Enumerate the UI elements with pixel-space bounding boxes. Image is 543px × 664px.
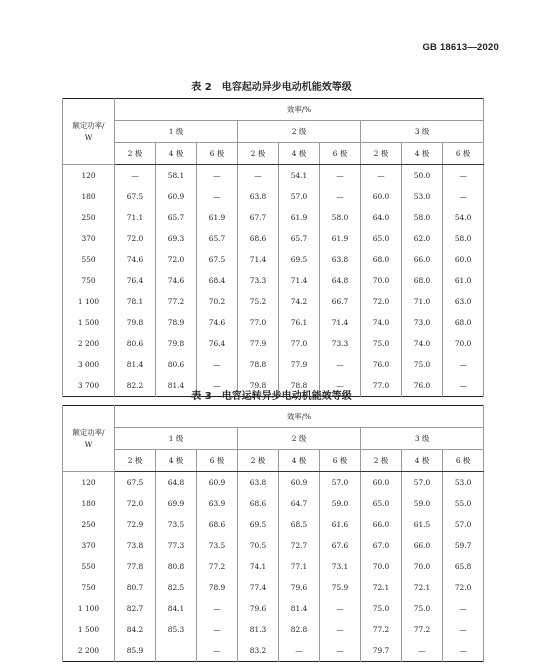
efficiency-cell: 71.1 <box>115 207 156 228</box>
efficiency-cell: 77.0 <box>279 333 320 354</box>
efficiency-cell: — <box>320 186 361 207</box>
pole-header: 4 极 <box>156 143 197 165</box>
efficiency-cell: 58.0 <box>402 207 443 228</box>
efficiency-cell: 82.5 <box>156 577 197 598</box>
efficiency-cell: 61.9 <box>320 228 361 249</box>
efficiency-cell: 65.7 <box>279 228 320 249</box>
table-title-text: 电容运转异步电动机能效等级 <box>221 391 352 402</box>
pole-header: 4 极 <box>402 450 443 472</box>
table-row <box>63 619 484 640</box>
rated-power-cell: 1 100 <box>63 291 115 312</box>
efficiency-cell: 81.4 <box>115 354 156 375</box>
efficiency-cell: 70.0 <box>361 270 402 291</box>
table-number: 表 2 <box>191 82 212 93</box>
efficiency-cell: 58.1 <box>156 165 197 187</box>
efficiency-cell: 63.8 <box>238 472 279 494</box>
efficiency-cell: 84.2 <box>115 619 156 640</box>
rated-power-cell: 370 <box>63 228 115 249</box>
efficiency-cell: 77.8 <box>115 556 156 577</box>
efficiency-cell: 71.4 <box>279 270 320 291</box>
efficiency-cell: — <box>443 186 484 207</box>
table-row <box>63 493 484 514</box>
table-row <box>63 270 484 291</box>
efficiency-cell: 74.0 <box>361 312 402 333</box>
rated-power-cell: 120 <box>63 472 115 494</box>
efficiency-cell: 72.1 <box>402 577 443 598</box>
efficiency-cell: — <box>197 619 238 640</box>
pole-header: 4 极 <box>402 143 443 165</box>
efficiency-cell: 63.8 <box>320 249 361 270</box>
efficiency-cell: 80.6 <box>115 333 156 354</box>
efficiency-cell <box>156 640 197 662</box>
efficiency-header: 效率/% <box>115 99 484 121</box>
efficiency-cell: 73.5 <box>197 535 238 556</box>
efficiency-cell: 68.6 <box>197 514 238 535</box>
efficiency-cell: 65.7 <box>156 207 197 228</box>
table-2-title <box>0 78 543 93</box>
table-row <box>63 207 484 228</box>
table-row <box>63 472 484 494</box>
efficiency-cell: 74.0 <box>402 333 443 354</box>
efficiency-cell: 60.0 <box>361 186 402 207</box>
efficiency-cell: 60.9 <box>197 472 238 494</box>
efficiency-cell: 79.8 <box>238 375 279 397</box>
efficiency-cell: 59.0 <box>320 493 361 514</box>
efficiency-cell: 63.0 <box>443 291 484 312</box>
efficiency-cell: 73.0 <box>402 312 443 333</box>
table-body <box>63 165 484 397</box>
efficiency-cell: 79.6 <box>279 577 320 598</box>
efficiency-cell: — <box>279 640 320 662</box>
efficiency-header: 效率/% <box>115 406 484 428</box>
efficiency-cell: 74.6 <box>156 270 197 291</box>
efficiency-cell: 81.4 <box>279 598 320 619</box>
efficiency-cell: 77.0 <box>238 312 279 333</box>
efficiency-cell: — <box>320 598 361 619</box>
efficiency-cell: 69.5 <box>279 249 320 270</box>
table-row <box>63 312 484 333</box>
efficiency-cell: — <box>320 640 361 662</box>
efficiency-cell: 72.0 <box>115 228 156 249</box>
efficiency-cell: 57.0 <box>443 514 484 535</box>
efficiency-cell: 60.0 <box>361 472 402 494</box>
efficiency-cell: 59.7 <box>443 535 484 556</box>
pole-header: 6 极 <box>443 450 484 472</box>
efficiency-cell: 77.2 <box>197 556 238 577</box>
efficiency-cell: 53.0 <box>443 472 484 494</box>
efficiency-cell: 73.3 <box>320 333 361 354</box>
efficiency-cell: 73.5 <box>156 514 197 535</box>
efficiency-cell: 80.8 <box>156 556 197 577</box>
efficiency-cell: 72.0 <box>156 249 197 270</box>
efficiency-cell: — <box>320 354 361 375</box>
pole-header: 2 极 <box>115 450 156 472</box>
rated-power-header: 额定功率/ W <box>63 99 115 165</box>
efficiency-cell: 59.0 <box>402 493 443 514</box>
efficiency-cell: 76.0 <box>402 375 443 397</box>
efficiency-cell: 82.7 <box>115 598 156 619</box>
table-title-text: 电容起动异步电动机能效等级 <box>221 82 352 93</box>
efficiency-cell: 67.7 <box>238 207 279 228</box>
efficiency-cell: 61.6 <box>320 514 361 535</box>
rated-power-cell: 1 500 <box>63 312 115 333</box>
efficiency-cell: 64.0 <box>361 207 402 228</box>
pole-header: 2 极 <box>238 450 279 472</box>
efficiency-table-3 <box>62 405 484 662</box>
efficiency-cell: 70.0 <box>361 556 402 577</box>
efficiency-cell: 73.8 <box>115 535 156 556</box>
poles-header-row <box>63 143 484 165</box>
table-row <box>63 333 484 354</box>
efficiency-cell: 61.5 <box>402 514 443 535</box>
efficiency-cell: 67.5 <box>115 472 156 494</box>
efficiency-cell: 74.6 <box>197 312 238 333</box>
efficiency-cell: 57.0 <box>279 186 320 207</box>
pole-header: 6 极 <box>320 450 361 472</box>
table-row <box>63 186 484 207</box>
efficiency-cell: — <box>197 598 238 619</box>
efficiency-cell: 85.3 <box>156 619 197 640</box>
efficiency-cell: 65.0 <box>361 228 402 249</box>
efficiency-cell: 79.6 <box>238 598 279 619</box>
efficiency-cell: 75.2 <box>238 291 279 312</box>
efficiency-cell: 70.5 <box>238 535 279 556</box>
rated-power-cell: 2 200 <box>63 640 115 662</box>
efficiency-cell: 68.6 <box>238 493 279 514</box>
level-header: 2 级 <box>238 428 361 450</box>
efficiency-cell: — <box>197 640 238 662</box>
efficiency-cell: 81.3 <box>238 619 279 640</box>
table-number: 表 3 <box>191 391 212 402</box>
efficiency-cell: 72.0 <box>443 577 484 598</box>
efficiency-cell: 75.0 <box>361 598 402 619</box>
efficiency-cell: 61.9 <box>197 207 238 228</box>
efficiency-cell: 75.0 <box>361 333 402 354</box>
efficiency-cell: — <box>320 375 361 397</box>
rated-power-cell: 550 <box>63 556 115 577</box>
efficiency-cell: 75.0 <box>402 598 443 619</box>
poles-header-row <box>63 450 484 472</box>
pole-header: 2 极 <box>115 143 156 165</box>
table-row <box>63 556 484 577</box>
efficiency-cell: — <box>238 165 279 187</box>
rated-power-cell: 1 100 <box>63 598 115 619</box>
efficiency-cell: 72.9 <box>115 514 156 535</box>
efficiency-cell: 54.0 <box>443 207 484 228</box>
efficiency-cell: 71.0 <box>402 291 443 312</box>
efficiency-cell: 62.0 <box>402 228 443 249</box>
table-3-title <box>0 387 543 402</box>
efficiency-cell: — <box>115 165 156 187</box>
efficiency-cell: 67.0 <box>361 535 402 556</box>
efficiency-cell: 61.9 <box>279 207 320 228</box>
efficiency-cell: 78.9 <box>197 577 238 598</box>
pole-header: 2 极 <box>361 450 402 472</box>
efficiency-cell: 81.4 <box>156 375 197 397</box>
efficiency-cell: 70.0 <box>443 333 484 354</box>
efficiency-cell: 73.1 <box>320 556 361 577</box>
efficiency-cell: 50.0 <box>402 165 443 187</box>
rated-power-cell: 3 000 <box>63 354 115 375</box>
efficiency-cell: 63.8 <box>238 186 279 207</box>
efficiency-cell: 60.9 <box>156 186 197 207</box>
table-body <box>63 472 484 662</box>
level-header: 2 级 <box>238 121 361 143</box>
efficiency-cell: 68.0 <box>361 249 402 270</box>
table-row <box>63 598 484 619</box>
rated-power-cell: 180 <box>63 493 115 514</box>
efficiency-cell: 83.2 <box>238 640 279 662</box>
efficiency-cell: 58.0 <box>443 228 484 249</box>
efficiency-cell: 76.4 <box>115 270 156 291</box>
efficiency-cell: 64.7 <box>279 493 320 514</box>
efficiency-cell: 72.0 <box>115 493 156 514</box>
efficiency-cell: 77.2 <box>156 291 197 312</box>
table-row <box>63 228 484 249</box>
efficiency-cell: 76.1 <box>279 312 320 333</box>
efficiency-cell: — <box>443 375 484 397</box>
efficiency-cell: — <box>197 375 238 397</box>
efficiency-cell: 75.9 <box>320 577 361 598</box>
efficiency-cell: 65.8 <box>443 556 484 577</box>
table-row <box>63 640 484 662</box>
efficiency-cell: 67.5 <box>115 186 156 207</box>
efficiency-cell: 67.6 <box>320 535 361 556</box>
efficiency-cell: 60.9 <box>279 472 320 494</box>
rated-power-header: 额定功率/ W <box>63 406 115 472</box>
efficiency-cell: 84.1 <box>156 598 197 619</box>
efficiency-cell: 71.4 <box>238 249 279 270</box>
efficiency-cell: 75.0 <box>402 354 443 375</box>
efficiency-cell: 68.0 <box>402 270 443 291</box>
efficiency-cell: 79.8 <box>156 333 197 354</box>
pole-header: 2 极 <box>238 143 279 165</box>
efficiency-cell: 76.4 <box>197 333 238 354</box>
efficiency-cell: — <box>197 354 238 375</box>
rated-power-cell: 120 <box>63 165 115 187</box>
rated-power-cell: 1 500 <box>63 619 115 640</box>
efficiency-cell: — <box>443 640 484 662</box>
efficiency-cell: 67.5 <box>197 249 238 270</box>
efficiency-cell: 77.9 <box>238 333 279 354</box>
pole-header: 6 极 <box>197 450 238 472</box>
efficiency-cell: 63.9 <box>197 493 238 514</box>
efficiency-cell: 77.9 <box>279 354 320 375</box>
efficiency-cell: 80.6 <box>156 354 197 375</box>
efficiency-cell: — <box>197 186 238 207</box>
efficiency-table-2 <box>62 98 484 397</box>
table-row <box>63 291 484 312</box>
table-row <box>63 535 484 556</box>
pole-header: 6 极 <box>197 143 238 165</box>
efficiency-cell: 82.8 <box>279 619 320 640</box>
efficiency-cell: 79.7 <box>361 640 402 662</box>
efficiency-cell: 66.0 <box>402 249 443 270</box>
efficiency-cell: 57.0 <box>402 472 443 494</box>
table-row <box>63 249 484 270</box>
rated-power-cell: 180 <box>63 186 115 207</box>
efficiency-cell: 74.6 <box>115 249 156 270</box>
efficiency-cell: 65.7 <box>197 228 238 249</box>
level-header: 1 级 <box>115 428 238 450</box>
rated-power-cell: 250 <box>63 514 115 535</box>
efficiency-cell: 80.7 <box>115 577 156 598</box>
efficiency-cell: 77.0 <box>361 375 402 397</box>
efficiency-cell: — <box>320 619 361 640</box>
efficiency-cell: 70.0 <box>402 556 443 577</box>
efficiency-cell: 72.7 <box>279 535 320 556</box>
rated-power-cell: 3 700 <box>63 375 115 397</box>
efficiency-cell: 66.7 <box>320 291 361 312</box>
efficiency-cell: 64.8 <box>156 472 197 494</box>
level-header: 3 级 <box>361 428 484 450</box>
efficiency-cell: 68.0 <box>443 312 484 333</box>
efficiency-cell: 69.3 <box>156 228 197 249</box>
efficiency-cell: — <box>361 165 402 187</box>
table-row <box>63 165 484 187</box>
table-row <box>63 514 484 535</box>
efficiency-cell: 64.8 <box>320 270 361 291</box>
efficiency-cell: 77.2 <box>361 619 402 640</box>
level-header: 3 级 <box>361 121 484 143</box>
rated-power-cell: 370 <box>63 535 115 556</box>
efficiency-cell: 74.1 <box>238 556 279 577</box>
pole-header: 2 极 <box>361 143 402 165</box>
pole-header: 6 极 <box>320 143 361 165</box>
standard-code: GB 18613—2020 <box>422 42 499 53</box>
efficiency-cell: 78.1 <box>115 291 156 312</box>
rated-power-cell: 250 <box>63 207 115 228</box>
rated-power-cell: 750 <box>63 577 115 598</box>
efficiency-cell: 68.4 <box>197 270 238 291</box>
efficiency-cell: — <box>443 354 484 375</box>
efficiency-cell: 72.0 <box>361 291 402 312</box>
efficiency-cell: 61.0 <box>443 270 484 291</box>
efficiency-cell: 77.2 <box>402 619 443 640</box>
efficiency-cell: 73.3 <box>238 270 279 291</box>
efficiency-cell: 69.5 <box>238 514 279 535</box>
efficiency-cell: 77.4 <box>238 577 279 598</box>
efficiency-cell: 68.5 <box>279 514 320 535</box>
efficiency-cell: 53.0 <box>402 186 443 207</box>
efficiency-cell: 77.3 <box>156 535 197 556</box>
efficiency-cell: 78.9 <box>156 312 197 333</box>
table-row <box>63 354 484 375</box>
efficiency-cell: 66.0 <box>402 535 443 556</box>
efficiency-cell: 66.0 <box>361 514 402 535</box>
pole-header: 4 极 <box>279 143 320 165</box>
efficiency-cell: — <box>443 165 484 187</box>
efficiency-cell: — <box>443 598 484 619</box>
efficiency-cell: 69.9 <box>156 493 197 514</box>
efficiency-cell: 85.9 <box>115 640 156 662</box>
pole-header: 6 极 <box>443 143 484 165</box>
efficiency-cell: 57.0 <box>320 472 361 494</box>
efficiency-cell: 71.4 <box>320 312 361 333</box>
efficiency-cell: 78.8 <box>279 375 320 397</box>
pole-header: 4 极 <box>279 450 320 472</box>
efficiency-cell: 70.2 <box>197 291 238 312</box>
efficiency-cell: 72.1 <box>361 577 402 598</box>
efficiency-cell: 54.1 <box>279 165 320 187</box>
efficiency-cell: 76.0 <box>361 354 402 375</box>
efficiency-cell: 74.2 <box>279 291 320 312</box>
pole-header: 4 极 <box>156 450 197 472</box>
efficiency-cell: 58.0 <box>320 207 361 228</box>
efficiency-cell: 60.0 <box>443 249 484 270</box>
efficiency-cell: 79.8 <box>115 312 156 333</box>
efficiency-cell: — <box>320 165 361 187</box>
rated-power-cell: 750 <box>63 270 115 291</box>
efficiency-cell: — <box>197 165 238 187</box>
efficiency-cell: 68.6 <box>238 228 279 249</box>
efficiency-cell: — <box>402 640 443 662</box>
rated-power-cell: 550 <box>63 249 115 270</box>
efficiency-cell: 65.0 <box>361 493 402 514</box>
efficiency-cell: 55.0 <box>443 493 484 514</box>
level-header: 1 级 <box>115 121 238 143</box>
efficiency-cell: 77.1 <box>279 556 320 577</box>
efficiency-cell: 82.2 <box>115 375 156 397</box>
table-row <box>63 577 484 598</box>
efficiency-cell: 78.8 <box>238 354 279 375</box>
efficiency-cell: — <box>443 619 484 640</box>
rated-power-cell: 2 200 <box>63 333 115 354</box>
